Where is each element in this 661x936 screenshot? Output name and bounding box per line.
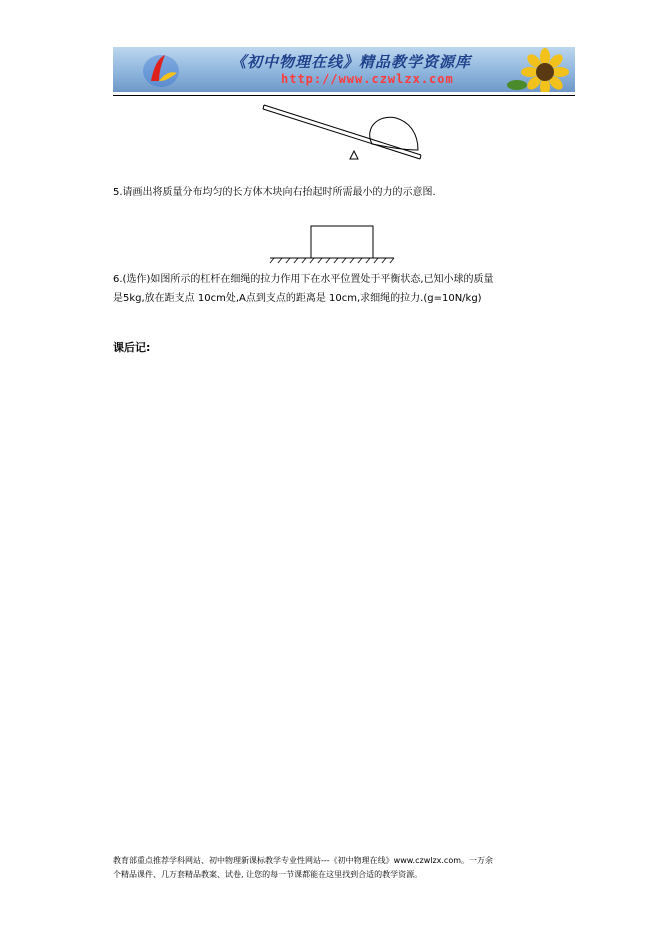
site-logo xyxy=(141,51,181,89)
block-figure xyxy=(268,222,398,264)
question-5: 5.请画出将质量分布均匀的长方体木块向右抬起时所需最小的力的示意图. xyxy=(113,187,436,198)
question-6 xyxy=(113,270,494,308)
after-class-notes-label: 课后记: xyxy=(113,341,151,354)
question-6-line-2: 是5kg,放在距支点 10cm处,A点到支点的距离是 10cm,求细绳的拉力.(g=10N/kg) xyxy=(113,293,482,304)
sunflower-image xyxy=(505,47,575,92)
question-6-line-1: 6.(选作)如图所示的杠杆在细绳的拉力作用下在水平位置处于平衡状态,已知小球的质量 xyxy=(113,274,494,285)
footer-line-1: 教育部重点推荐学科网站、初中物理新课标教学专业性网站---《初中物理在线》www.czwlzx.com。一万余 xyxy=(113,856,494,865)
lever-figure xyxy=(260,104,430,166)
footer xyxy=(113,854,583,882)
header-rule xyxy=(113,95,575,96)
banner-title: 《初中物理在线》精品教学资源库 xyxy=(231,53,472,71)
banner-url: http://www.czwlzx.com xyxy=(281,72,454,86)
footer-line-2: 个精品课件、几万套精品教案、试卷, 让您的每一节课都能在这里找到合适的教学资源。 xyxy=(113,870,423,879)
header-banner xyxy=(113,47,575,92)
